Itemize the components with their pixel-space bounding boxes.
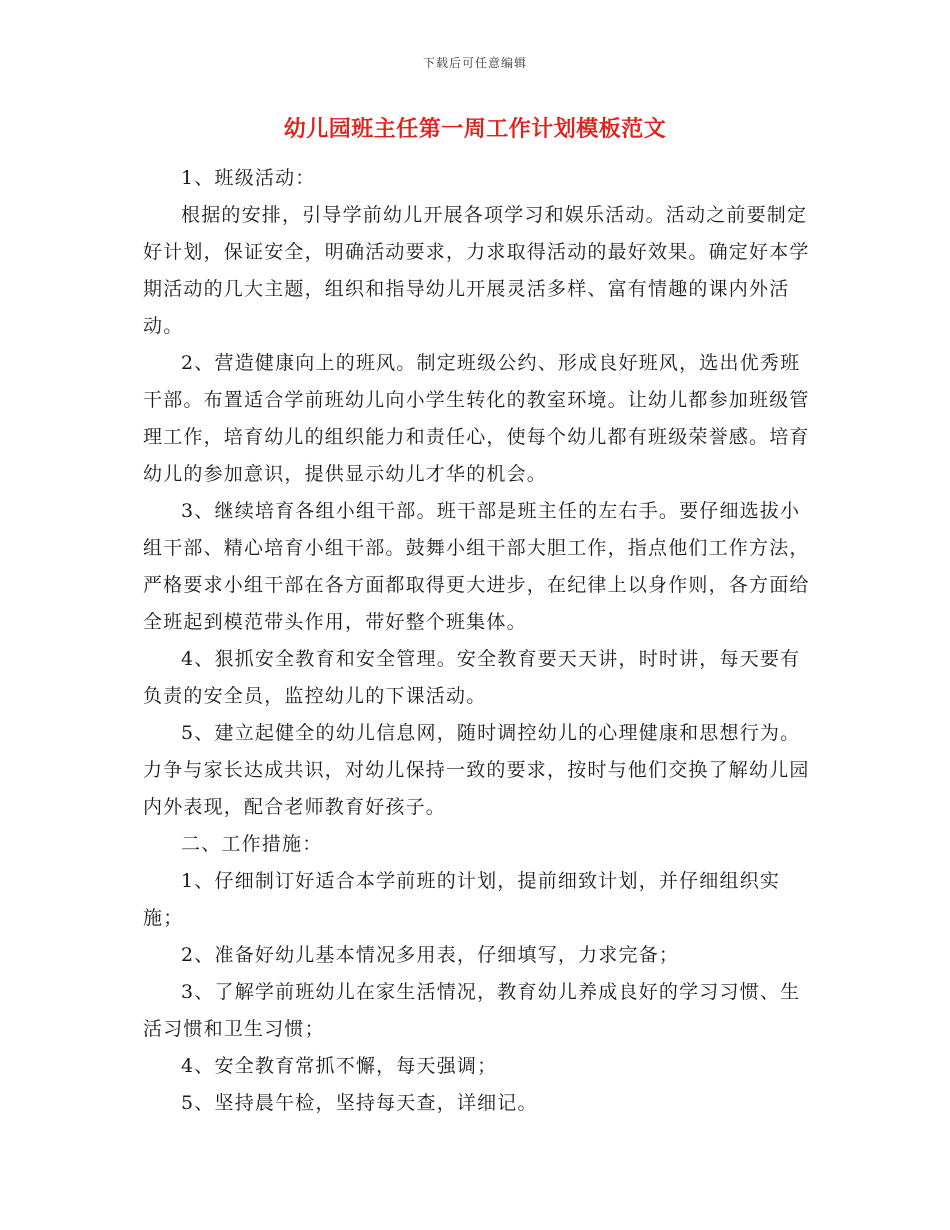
paragraph-class-activities-heading: 1、班级活动： (181, 167, 316, 189)
paragraph-measure-3: 3、了解学前班幼儿在家生活情况，教育幼儿养成良好的学习习惯、生活习惯和卫生习惯； (143, 981, 801, 1040)
paragraph-group-leaders: 3、继续培育各组小组干部。班干部是班主任的左右手。要仔细选拔小组干部、精心培育小组干部。鼓舞小组干部大胆工作，指点他们工作方法，严格要求小组干部在各方面都取得更大进步，在纪律上以身作则，各方面给全班起到模范带头作用，带好整个班集体。 (143, 500, 810, 633)
document-body (143, 160, 813, 1122)
paragraph-measure-1: 1、仔细制订好适合本学前班的计划，提前细致计划，并仔细组织实施； (143, 870, 781, 929)
paragraph-information-network: 5、建立起健全的幼儿信息网，随时调控幼儿的心理健康和思想行为。力争与家长达成共识，对幼儿保持一致的要求，按时与他们交换了解幼儿园内外表现，配合老师教育好孩子。 (143, 722, 810, 818)
header-note: 下载后可任意编辑 (422, 56, 527, 70)
paragraph-measures-heading: 二、工作措施： (181, 833, 323, 855)
page-title: 幼儿园班主任第一周工作计划模板范文 (283, 117, 667, 142)
paragraph-activity-plan: 根据的安排，引导学前幼儿开展各项学习和娱乐活动。活动之前要制定好计划，保证安全，明确活动要求，力求取得活动的最好效果。确定好本学期活动的几大主题，组织和指导幼儿开展灵活多样、富有情趣的课内外活动。 (143, 204, 810, 337)
paragraph-measure-4: 4、安全教育常抓不懈，每天强调； (181, 1055, 498, 1077)
paragraph-measure-5: 5、坚持晨午检，坚持每天查，详细记。 (181, 1092, 538, 1114)
paragraph-class-atmosphere: 2、营造健康向上的班风。制定班级公约、形成良好班风，选出优秀班干部。布置适合学前班幼儿向小学生转化的教室环境。让幼儿都参加班级管理工作，培育幼儿的组织能力和责任心，使每个幼儿都有班级荣誉感。培育幼儿的参加意识，提供显示幼儿才华的机会。 (143, 352, 810, 485)
paragraph-safety-education: 4、狠抓安全教育和安全管理。安全教育要天天讲，时时讲，每天要有负责的安全员，监控幼儿的下课活动。 (143, 648, 801, 707)
paragraph-measure-2: 2、准备好幼儿基本情况多用表，仔细填写，力求完备； (181, 944, 680, 966)
